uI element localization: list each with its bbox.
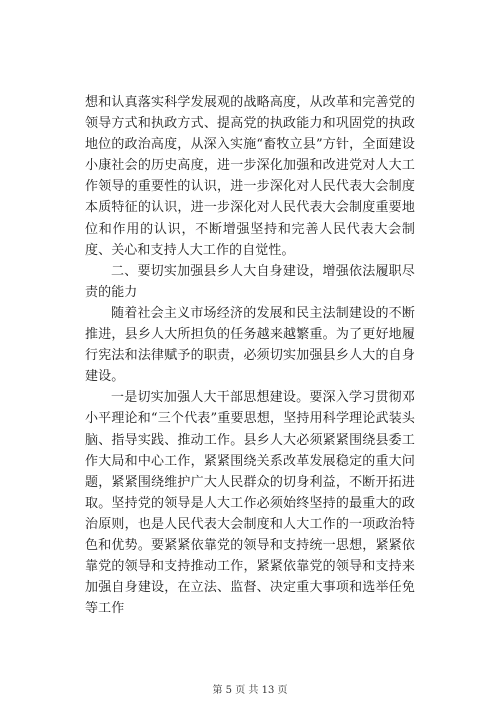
paragraph: 随着社会主义市场经济的发展和民主法制建设的不断推进，县乡人大所担负的任务越来越繁重。为了更好地履行宪法和法律赋予的职责，必须切实加强县乡人大的自身建设。: [85, 305, 415, 385]
section-heading: 二、要切实加强县乡人大自身建设，增强依法履职尽责的能力: [85, 263, 415, 300]
paragraph-continued: 想和认真落实科学发展观的战略高度，从改革和完善党的领导方式和执政方式、提高党的执政能力和巩固党的执政地位的政治高度，从深入实施“畜牧立县”方针，全面建设小康社会的历史高度，进一步深化加强和改进党对人大工作领导的重要性的认识，进一步深化对人民代表大会制度本质特征的认识，进一步深化对人民代表大会制度重要地位和作用的认识，不断增强坚持和完善人民代表大会制度、关心和支持人大工作的自觉性。: [85, 95, 415, 258]
body-text: [85, 92, 415, 619]
page-footer: 第 5 页 共 13 页: [212, 685, 288, 696]
paragraph: 一是切实加强人大干部思想建设。要深入学习贯彻邓小平理论和“三个代表”重要思想，坚持用科学理论武装头脑、指导实践、推动工作。县乡人大必须紧紧围绕县委工作大局和中心工作，紧紧围绕关系改革发展稳定的重大问题，紧紧围绕维护广大人民群众的切身利益，不断开拓进取。坚持党的领导是人大工作必须始终坚持的最重大的政治原则，也是人民代表大会制度和人大工作的一项政治特色和优势。要紧紧依靠党的领导和支持统一思想，紧紧依靠党的领导和支持推动工作，紧紧依靠党的领导和支持来加强自身建设，在立法、监督、决定重大事项和选举任免等工作: [85, 390, 415, 617]
